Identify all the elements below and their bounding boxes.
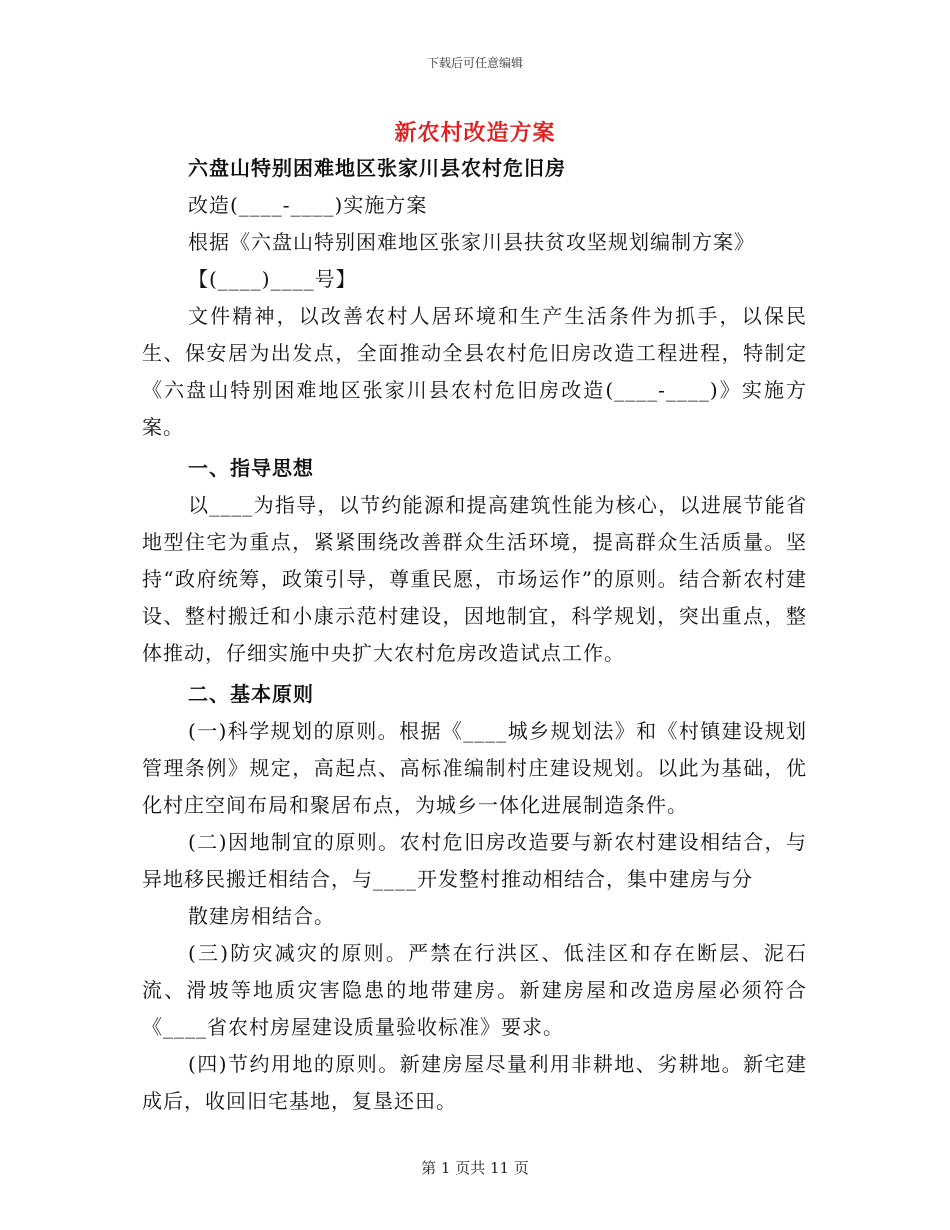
page-footer: 第 1 页共 11 页 (421, 1159, 529, 1177)
subtitle-line-2: 改造(____-____)实施方案 (188, 193, 428, 217)
document-body (142, 150, 807, 1120)
intro-paragraph: 文件精神，以改善农村人居环境和生产生活条件为抓手，以保民生、保安居为出发点，全面推动全县农村危旧房改造工程进程，特制定《六盘山特别困难地区张家川县农村危旧房改造(____-____)》实施方案。 (142, 304, 807, 439)
principle-2-continuation: 散建房相结合。 (188, 904, 335, 928)
section-heading-guiding: 一、指导思想 (188, 456, 314, 480)
document-title: 新农村改造方案 (394, 120, 556, 146)
principle-4-paragraph: (四)节约用地的原则。新建房屋尽量利用非耕地、劣耕地。新宅建成后，收回旧宅基地，复垦还田。 (142, 1052, 807, 1113)
section-heading-principles: 二、基本原则 (188, 682, 314, 706)
principle-2-paragraph: (二)因地制宜的原则。农村危旧房改造要与新农村建设相结合，与异地移民搬迁相结合，与____开发整村推动相结合，集中建房与分 (142, 830, 807, 891)
principle-3-paragraph: (三)防灾减灾的原则。严禁在行洪区、低洼区和存在断层、泥石流、滑坡等地质灾害隐患的地带建房。新建房屋和改造房屋必须符合《____省农村房屋建设质量验收标准》要求。 (142, 941, 807, 1039)
basis-line: 根据《六盘山特别困难地区张家川县扶贫攻坚规划编制方案》 (188, 230, 755, 254)
document-number-line: 【(____)____号】 (188, 267, 357, 291)
header-note: 下载后可任意编辑 (426, 56, 523, 70)
guiding-paragraph: 以____为指导，以节约能源和提高建筑性能为核心，以进展节能省地型住宅为重点，紧紧围绕改善群众生活环境，提高群众生活质量。坚持“政府统筹，政策引导，尊重民愿，市场运作”的原则。结合新农村建设、整村搬迁和小康示范村建设，因地制宜，科学规划，突出重点，整体推动，仔细实施中央扩大农村危房改造试点工作。 (142, 493, 807, 665)
principle-1-paragraph: (一)科学规划的原则。根据《____城乡规划法》和《村镇建设规划管理条例》规定，高起点、高标准编制村庄建设规划。以此为基础，优化村庄空间布局和聚居布点，为城乡一体化进展制造条件。 (142, 719, 807, 817)
document-subtitle: 六盘山特别困难地区张家川县农村危旧房 (188, 156, 566, 180)
